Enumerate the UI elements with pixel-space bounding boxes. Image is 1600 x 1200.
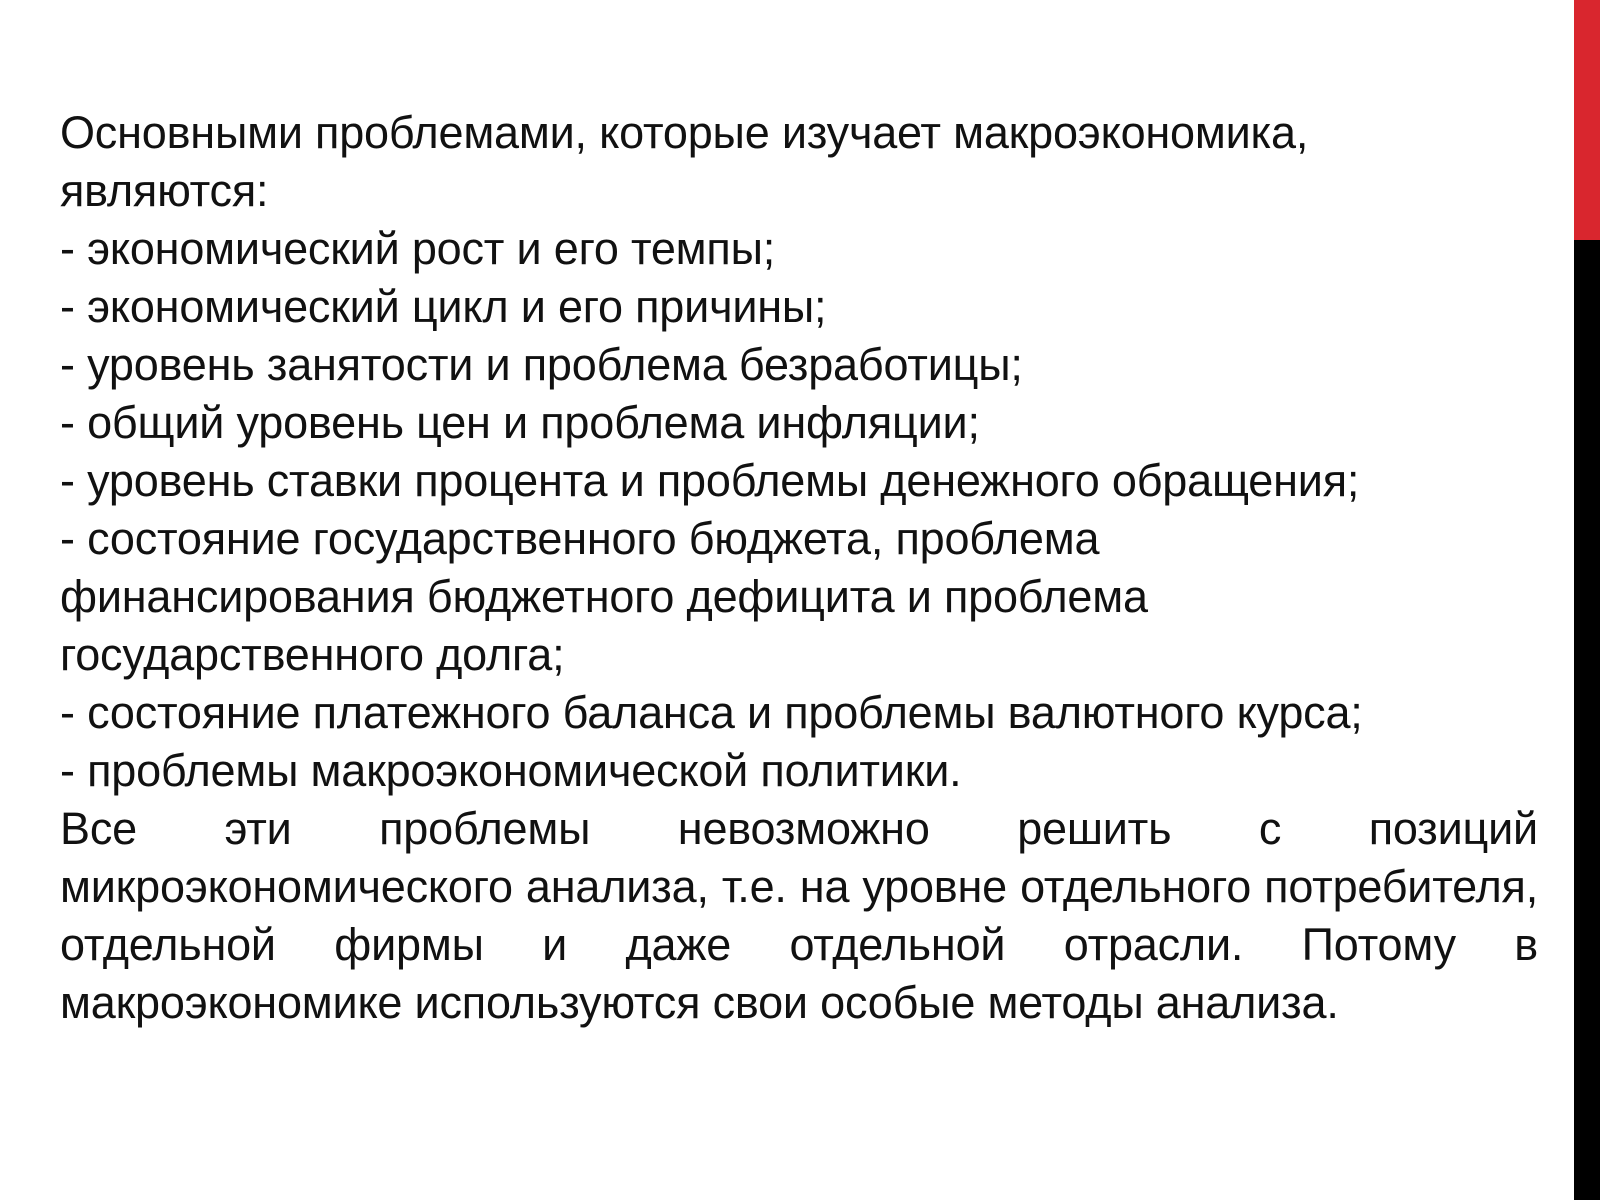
list-item-economic-cycle: - экономический цикл и его причины; bbox=[60, 281, 827, 332]
conclusion-paragraph: Все эти проблемы невозможно решить с позиций микроэкономического анализа, т.е. на уровне отдельного потребителя, отдельной фирмы и даже отдельной отрасли. Потому в макроэкономике используются свои особые методы анализа. bbox=[60, 803, 1538, 1028]
intro-line-2: являются: bbox=[60, 165, 269, 216]
list-item-budget-line-1: - состояние государственного бюджета, проблема bbox=[60, 513, 1100, 564]
list-item-inflation: - общий уровень цен и проблема инфляции; bbox=[60, 397, 980, 448]
list-item-interest-rate: - уровень ставки процента и проблемы денежного обращения; bbox=[60, 455, 1360, 506]
list-item-policy: - проблемы макроэкономической политики. bbox=[60, 745, 962, 796]
list-item-budget-line-2: финансирования бюджетного дефицита и проблема bbox=[60, 571, 1148, 622]
list-item-budget-line-3: государственного долга; bbox=[60, 629, 565, 680]
list-item-employment: - уровень занятости и проблема безработицы; bbox=[60, 339, 1023, 390]
slide-body-text bbox=[60, 104, 1538, 1032]
list-item-economic-growth: - экономический рост и его темпы; bbox=[60, 223, 776, 274]
side-accent-bar bbox=[1574, 0, 1600, 1200]
intro-line-1: Основными проблемами, которые изучает макроэкономика, bbox=[60, 107, 1309, 158]
side-accent-red bbox=[1574, 0, 1600, 240]
list-item-balance-of-payments: - состояние платежного баланса и проблемы валютного курса; bbox=[60, 687, 1363, 738]
